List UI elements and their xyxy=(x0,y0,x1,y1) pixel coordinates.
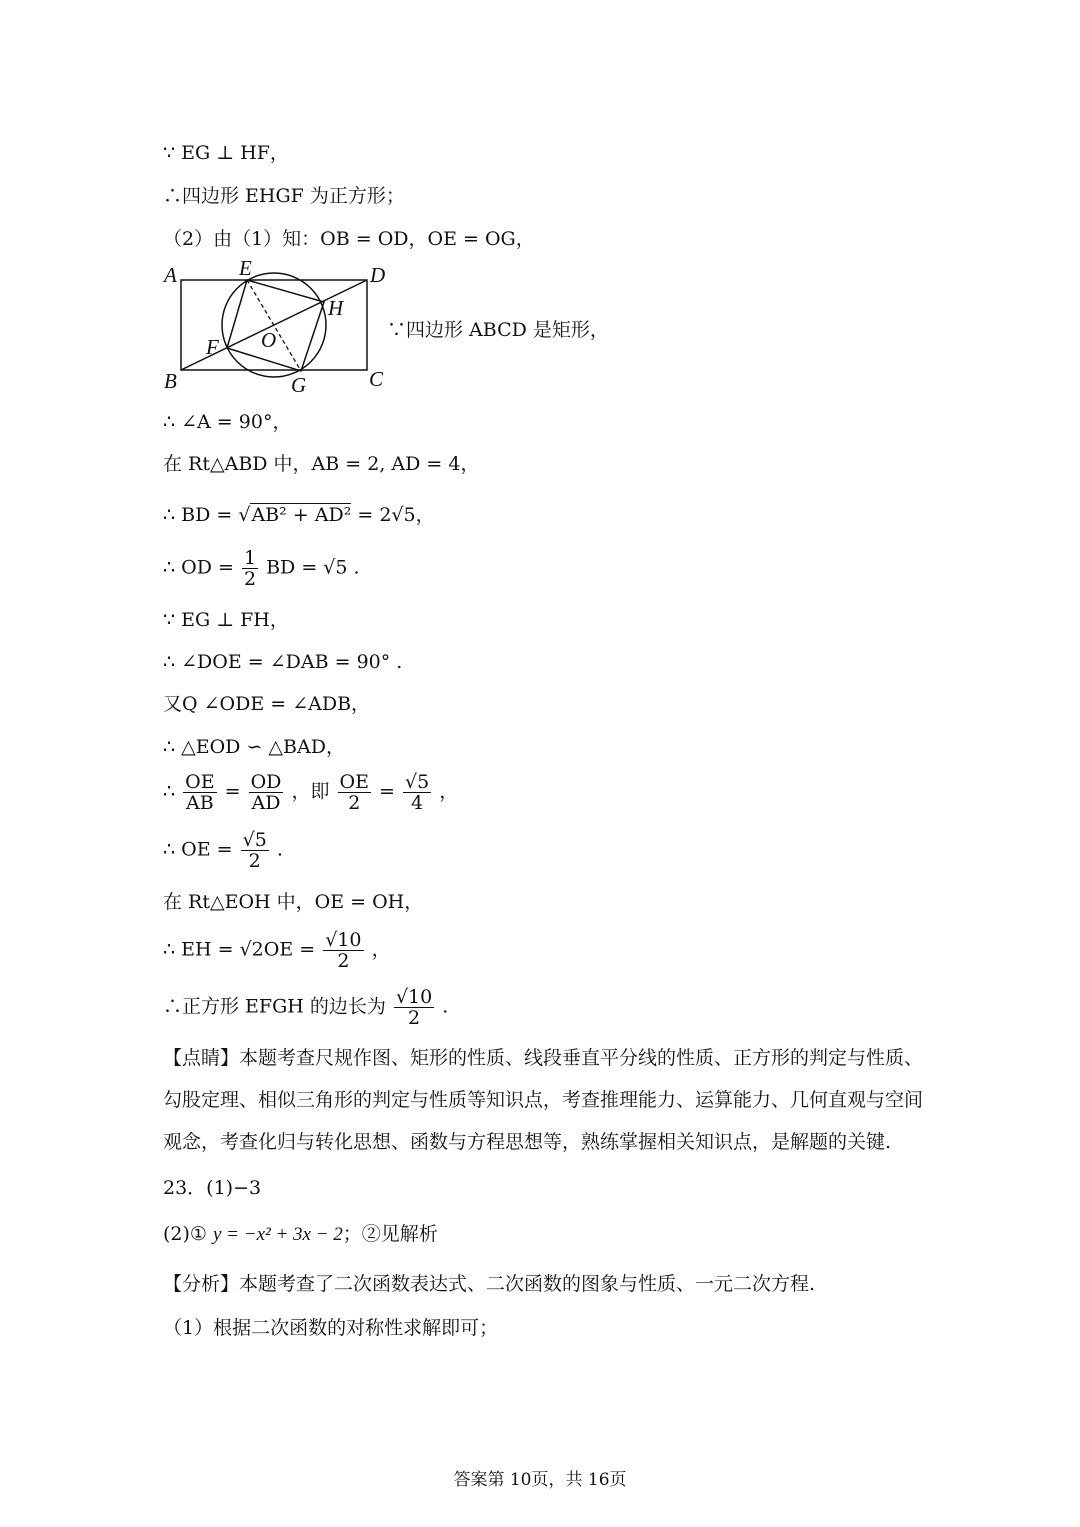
line-part2-intro: （2）由（1）知：OB = OD，OE = OG， xyxy=(163,228,535,250)
line-angle-ode: 又Q ∠ODE = ∠ADB， xyxy=(163,693,371,715)
geometry-figure xyxy=(160,255,400,395)
line-eg-perp-fh: ∵ EG ⊥ FH， xyxy=(163,609,289,631)
comment-paragraph: 【点睛】本题考查尺规作图、矩形的性质、线段垂直平分线的性质、正方形的判定与性质、勾股定理、相似三角形的判定与性质等知识点，考查推理能力、运算能力、几何直观与空间观念，考查化归与转化思想、函数与方程思想等，熟练掌握相关知识点，是解题的关键. xyxy=(163,1047,924,1153)
line-eh-value: ∴ EH = √2OE = $\frac{√10}{2}$ ， xyxy=(163,929,391,972)
label-b: B xyxy=(164,369,177,393)
square-ehgf xyxy=(227,280,324,371)
label-a: A xyxy=(164,263,177,287)
label-h: H xyxy=(328,296,344,320)
label-f: F xyxy=(206,335,219,359)
line-eg-perp-hf: ∵ EG ⊥ HF， xyxy=(163,142,289,164)
line-od-value: ∴ OD = $\frac{1}{2}$ BD = √5 . xyxy=(163,547,360,590)
line-similar-triangles: ∴ △EOD ∽ △BAD， xyxy=(163,736,345,758)
label-e: E xyxy=(239,256,252,280)
line-rt-eoh: 在 Rt△EOH 中，OE = OH， xyxy=(163,891,424,913)
q23-answer-2: (2)① y = −x² + 3x − 2；②见解析 xyxy=(163,1223,438,1245)
q23-step1: （1）根据二次函数的对称性求解即可； xyxy=(163,1317,499,1339)
line-rt-abd: 在 Rt△ABD 中，AB = 2, AD = 4， xyxy=(163,453,480,475)
line-angle-a: ∴ ∠A = 90°， xyxy=(163,411,292,433)
q23-analysis: 【分析】本题考查了二次函数表达式、二次函数的图象与性质、一元二次方程. xyxy=(163,1273,816,1295)
line-abcd-rectangle: ∵四边形 ABCD 是矩形， xyxy=(387,319,609,341)
line-angle-doe: ∴ ∠DOE = ∠DAB = 90° . xyxy=(163,651,403,673)
label-o: O xyxy=(261,328,277,352)
label-g: G xyxy=(291,373,307,395)
page-footer: 答案第 10页，共 16页 xyxy=(453,1470,627,1490)
line-square-conclusion: ∴四边形 EHGF 为正方形； xyxy=(163,185,405,207)
line-side-length: ∴正方形 EFGH 的边长为 $\frac{√10}{2}$ . xyxy=(163,986,449,1029)
label-d: D xyxy=(370,263,386,287)
line-ratio: ∴ $\frac{OE}{AB}$ = $\frac{OD}{AD}$ ，即 $\frac{OE}{2}$ = $\frac{√5}{4}$ ， xyxy=(163,771,459,814)
line-bd-value: ∴ BD = √AB² + AD² = 2√5， xyxy=(163,504,435,526)
label-c: C xyxy=(369,367,384,391)
line-oe-value: ∴ OE = $\frac{√5}{2}$ . xyxy=(163,829,283,872)
q23-answer-1: 23．(1)−3 xyxy=(163,1177,262,1199)
